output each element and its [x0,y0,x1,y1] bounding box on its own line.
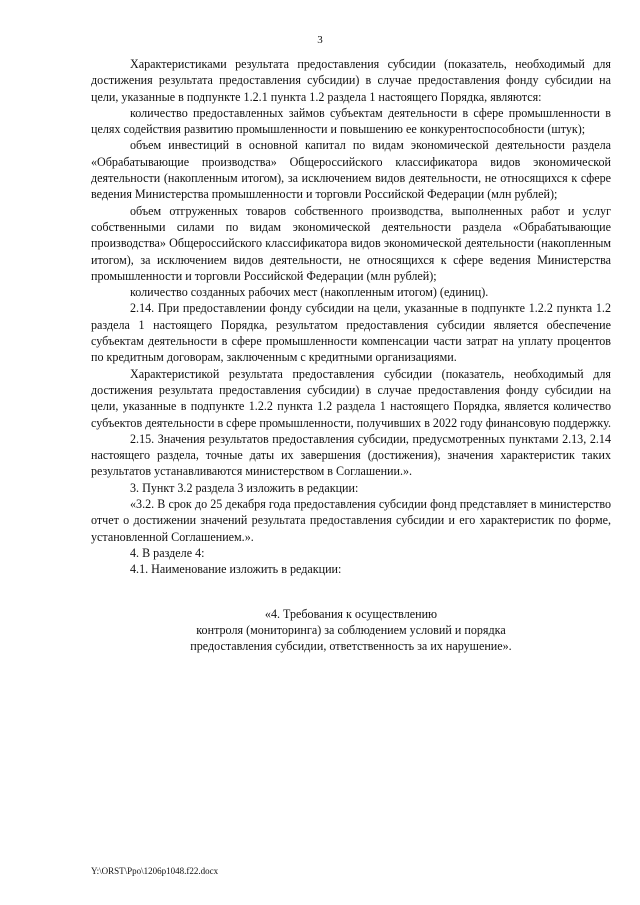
paragraph-characteristics-1: Характеристиками результата предоставления субсидии (показатель, необходимый для достижения результата предоставления субсидии) в случае предоставления фонду субсидии на цели, указанные в подпункте 1.2.1 пункта 1.2 раздела 1 настоящего Порядка, являются: [91,57,611,104]
paragraph-3-2: «3.2. В срок до 25 декабря года предоставления субсидии фонд представляет в министерство отчет о достижении значений результата предоставления субсидии и его характеристик по форме, установленной Соглашением.». [91,497,611,544]
paragraph-4-1: 4.1. Наименование изложить в редакции: [130,562,342,577]
document-body [91,56,611,654]
section-heading-line-3: предоставления субсидии, ответственность за их нарушение». [190,639,512,654]
file-path-footer: Y:\ORST\Ppo\1206p1048.f22.docx [91,866,219,876]
section-heading-line-2: контроля (мониторинга) за соблюдением условий и порядка [196,622,506,637]
paragraph-2-14: 2.14. При предоставлении фонду субсидии на цели, указанные в подпункте 1.2.2 пункта 1.2 раздела 1 настоящего Порядка, результатом предоставления субсидии является обеспечение субъектам деятельности в сфере промышленности компенсации части затрат на уплату процентов по кредитным договорам, заключенным с кредитными организациями. [91,301,611,365]
paragraph-item-3: 3. Пункт 3.2 раздела 3 изложить в редакции: [130,480,359,495]
paragraph-2-15: 2.15. Значения результатов предоставления субсидии, предусмотренных пунктами 2.13, 2.14 настоящего раздела, точные даты их завершения (достижения), значения характеристик таких результатов устанавливаются министерством в Соглашении.». [91,431,611,479]
section-heading-line-1: «4. Требования к осуществлению [264,606,438,621]
paragraph-jobs-created: количество созданных рабочих мест (накопленным итогом) (единиц). [130,285,489,300]
paragraph-item-4: 4. В разделе 4: [130,545,205,560]
paragraph-characteristic-2: Характеристикой результата предоставления субсидии (показатель, необходимый для достижения результата предоставления субсидии) в случае предоставления фонду субсидии на цели, указанные в подпункте 1.2.2 пункта 1.2 раздела 1 настоящего Порядка, является количество субъектов деятельности в сфере промышленности, получивших в 2022 году финансовую поддержку. [91,366,611,430]
paragraph-investment-volume: объем инвестиций в основной капитал по видам экономической деятельности раздела «Обрабатывающие производства» Общероссийского классификатора видов экономической деятельности (накопленным итогом), за исключением видов деятельности, не относящихся к сфере ведения Министерства промышленности и торговли Российской Федерации (млн рублей); [91,138,611,202]
page-number: 3 [317,34,323,46]
paragraph-loans-count: количество предоставленных займов субъектам деятельности в сфере промышленности в целях содействия развитию промышленности и повышению ее конкурентоспособности (штук); [91,105,611,137]
paragraph-shipped-goods: объем отгруженных товаров собственного производства, выполненных работ и услуг собственными силами по видам экономической деятельности раздела «Обрабатывающие производства» Общероссийского классификатора видов экономической деятельности (накопленным итогом), за исключением видов деятельности, не относящихся к сфере ведения Министерства промышленности и торговли Российской Федерации (млн рублей); [91,203,611,283]
